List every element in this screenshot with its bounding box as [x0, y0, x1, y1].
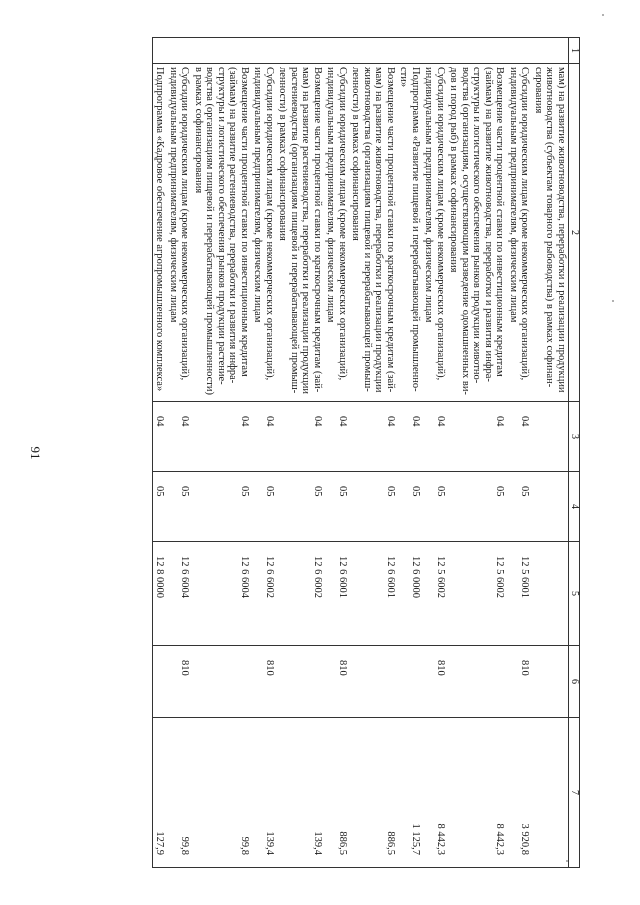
- cell-subsection: 05: [251, 472, 276, 542]
- cell-subsection: 05: [276, 472, 324, 542]
- cell-description: Возмещение части процентной ставки по инвестиционным кредитам (займам) на развитие растениеводства, переработки и развития инфра-структуры и логистического обеспечения рынков продукции растение-водства (организациям пищевой и перерабатывающей промышленности) в рамках софинансирования: [192, 64, 252, 402]
- budget-table: [152, 37, 580, 868]
- page-number: 91: [28, 446, 43, 460]
- header-col-7: 7: [569, 718, 580, 868]
- cell-amount: 886,5: [349, 718, 397, 868]
- cell-amount: 886,5: [324, 718, 349, 868]
- cell-section: 04: [397, 402, 422, 472]
- cell-amount: 139,4: [276, 718, 324, 868]
- cell-target-article: 12 6 6002: [251, 542, 276, 646]
- cell-target-article: 12 8 0000: [153, 542, 167, 646]
- cell-expense-type: 810: [167, 646, 192, 718]
- cell-target-article: 12 6 6001: [349, 542, 397, 646]
- cell-amount: 1 125,7: [397, 718, 422, 868]
- cell-description: Возмещение части процентной ставки по краткосрочным кредитам (зай-мам) на развитие животноводства, переработки и реализации продукции животноводства (организациям пищевой и перерабатывающей промыш-ленности) в рамках софинансирования: [349, 64, 397, 402]
- cell-expense-type: 810: [324, 646, 349, 718]
- table-row: [167, 38, 192, 868]
- cell-col-1: [276, 38, 324, 64]
- cell-description: Субсидии юридическим лицам (кроме некоммерческих организаций), индивидуальным предпринимателям, физическим лицам: [422, 64, 447, 402]
- cell-expense-type: 810: [422, 646, 447, 718]
- table-body: [153, 38, 569, 868]
- scan-speck: [612, 300, 614, 302]
- cell-target-article: 12 6 6001: [324, 542, 349, 646]
- cell-col-1: [447, 38, 507, 64]
- cell-target-article: 12 5 6002: [447, 542, 507, 646]
- header-col-1: 1: [569, 38, 580, 64]
- cell-expense-type: 810: [251, 646, 276, 718]
- cell-target-article: 12 6 6004: [167, 542, 192, 646]
- cell-target-article: [532, 542, 569, 646]
- table-row: [153, 38, 167, 868]
- header-col-4: 4: [569, 472, 580, 542]
- table-row: [192, 38, 252, 868]
- cell-col-1: [153, 38, 167, 64]
- header-col-5: 5: [569, 542, 580, 646]
- cell-col-1: [167, 38, 192, 64]
- cell-subsection: 05: [447, 472, 507, 542]
- cell-description: Субсидии юридическим лицам (кроме некоммерческих организаций), индивидуальным предпринимателям, физическим лицам: [324, 64, 349, 402]
- cell-target-article: 12 6 6002: [276, 542, 324, 646]
- cell-section: 04: [276, 402, 324, 472]
- cell-section: 04: [507, 402, 532, 472]
- cell-description: Субсидии юридическим лицам (кроме некоммерческих организаций), индивидуальным предпринимателям, физическим лицам: [251, 64, 276, 402]
- cell-description: Возмещение части процентной ставки по инвестиционным кредитам (займам) на развитие животноводства, переработки и развития инфра-структуры и логистического обеспечения рынков продукции животно-водства (организациям, осуществляющим разведение одомашненных ви-дов и пород рыб) в рамках софинансирования: [447, 64, 507, 402]
- cell-amount: 139,4: [251, 718, 276, 868]
- cell-section: 04: [422, 402, 447, 472]
- cell-amount: 3 920,8: [507, 718, 532, 868]
- cell-amount: 8 442,3: [422, 718, 447, 868]
- scan-speck: [566, 860, 568, 862]
- table-row: [397, 38, 422, 868]
- cell-description: Подпрограмма «Кадровое обеспечение агропромышленного комплекса»: [153, 64, 167, 402]
- cell-section: 04: [251, 402, 276, 472]
- cell-col-1: [507, 38, 532, 64]
- cell-expense-type: [192, 646, 252, 718]
- cell-section: 04: [447, 402, 507, 472]
- cell-col-1: [397, 38, 422, 64]
- cell-description: мам) на развитие животноводства, переработки и реализации продукции животноводства (субъектам товарного рыбоводства) в рамках софинан-сирования: [532, 64, 569, 402]
- cell-section: 04: [324, 402, 349, 472]
- cell-expense-type: [276, 646, 324, 718]
- cell-expense-type: [397, 646, 422, 718]
- cell-col-1: [422, 38, 447, 64]
- cell-subsection: 05: [167, 472, 192, 542]
- cell-amount: [532, 718, 569, 868]
- header-col-3: 3: [569, 402, 580, 472]
- cell-section: 04: [153, 402, 167, 472]
- cell-description: Подпрограмма «Развитие пищевой и перерабатывающей промышленно-сти»: [397, 64, 422, 402]
- cell-description: Субсидии юридическим лицам (кроме некоммерческих организаций), индивидуальным предпринимателям, физическим лицам: [507, 64, 532, 402]
- cell-target-article: 12 5 6001: [507, 542, 532, 646]
- cell-expense-type: [349, 646, 397, 718]
- cell-subsection: 05: [507, 472, 532, 542]
- header-col-6: 6: [569, 646, 580, 718]
- cell-col-1: [532, 38, 569, 64]
- cell-amount: 99,8: [192, 718, 252, 868]
- table-row: [349, 38, 397, 868]
- cell-section: 04: [192, 402, 252, 472]
- cell-subsection: 05: [397, 472, 422, 542]
- cell-subsection: [532, 472, 569, 542]
- budget-table-sheet: [60, 37, 580, 867]
- cell-col-1: [251, 38, 276, 64]
- cell-subsection: 05: [153, 472, 167, 542]
- header-col-2: 2: [569, 64, 580, 402]
- cell-amount: 8 442,3: [447, 718, 507, 868]
- cell-expense-type: 810: [507, 646, 532, 718]
- cell-section: 04: [167, 402, 192, 472]
- cell-subsection: 05: [324, 472, 349, 542]
- cell-expense-type: [532, 646, 569, 718]
- cell-subsection: 05: [422, 472, 447, 542]
- cell-amount: 127,9: [153, 718, 167, 868]
- table-row: [251, 38, 276, 868]
- cell-section: [532, 402, 569, 472]
- cell-col-1: [324, 38, 349, 64]
- cell-target-article: 12 5 6002: [422, 542, 447, 646]
- cell-description: Субсидии юридическим лицам (кроме некоммерческих организаций), индивидуальным предпринимателям, физическим лицам: [167, 64, 192, 402]
- cell-description: Возмещение части процентной ставки по краткосрочным кредитам (зай-мам) на развитие растениеводства, переработки и реализации продукции растениеводства (организациям пищевой и перерабатывающей промыш-ленности) в рамках софинансирования: [276, 64, 324, 402]
- table-row: [324, 38, 349, 868]
- header-row: [569, 38, 580, 868]
- table-row: [507, 38, 532, 868]
- cell-amount: 99,8: [167, 718, 192, 868]
- cell-subsection: 05: [349, 472, 397, 542]
- table-row: [276, 38, 324, 868]
- cell-subsection: 05: [192, 472, 252, 542]
- cell-target-article: 12 6 6004: [192, 542, 252, 646]
- table-row: [532, 38, 569, 868]
- table-row: [447, 38, 507, 868]
- scan-speck: [602, 14, 604, 16]
- cell-section: 04: [349, 402, 397, 472]
- cell-col-1: [349, 38, 397, 64]
- cell-expense-type: [447, 646, 507, 718]
- table-row: [422, 38, 447, 868]
- cell-col-1: [192, 38, 252, 64]
- cell-target-article: 12 6 0000: [397, 542, 422, 646]
- cell-expense-type: [153, 646, 167, 718]
